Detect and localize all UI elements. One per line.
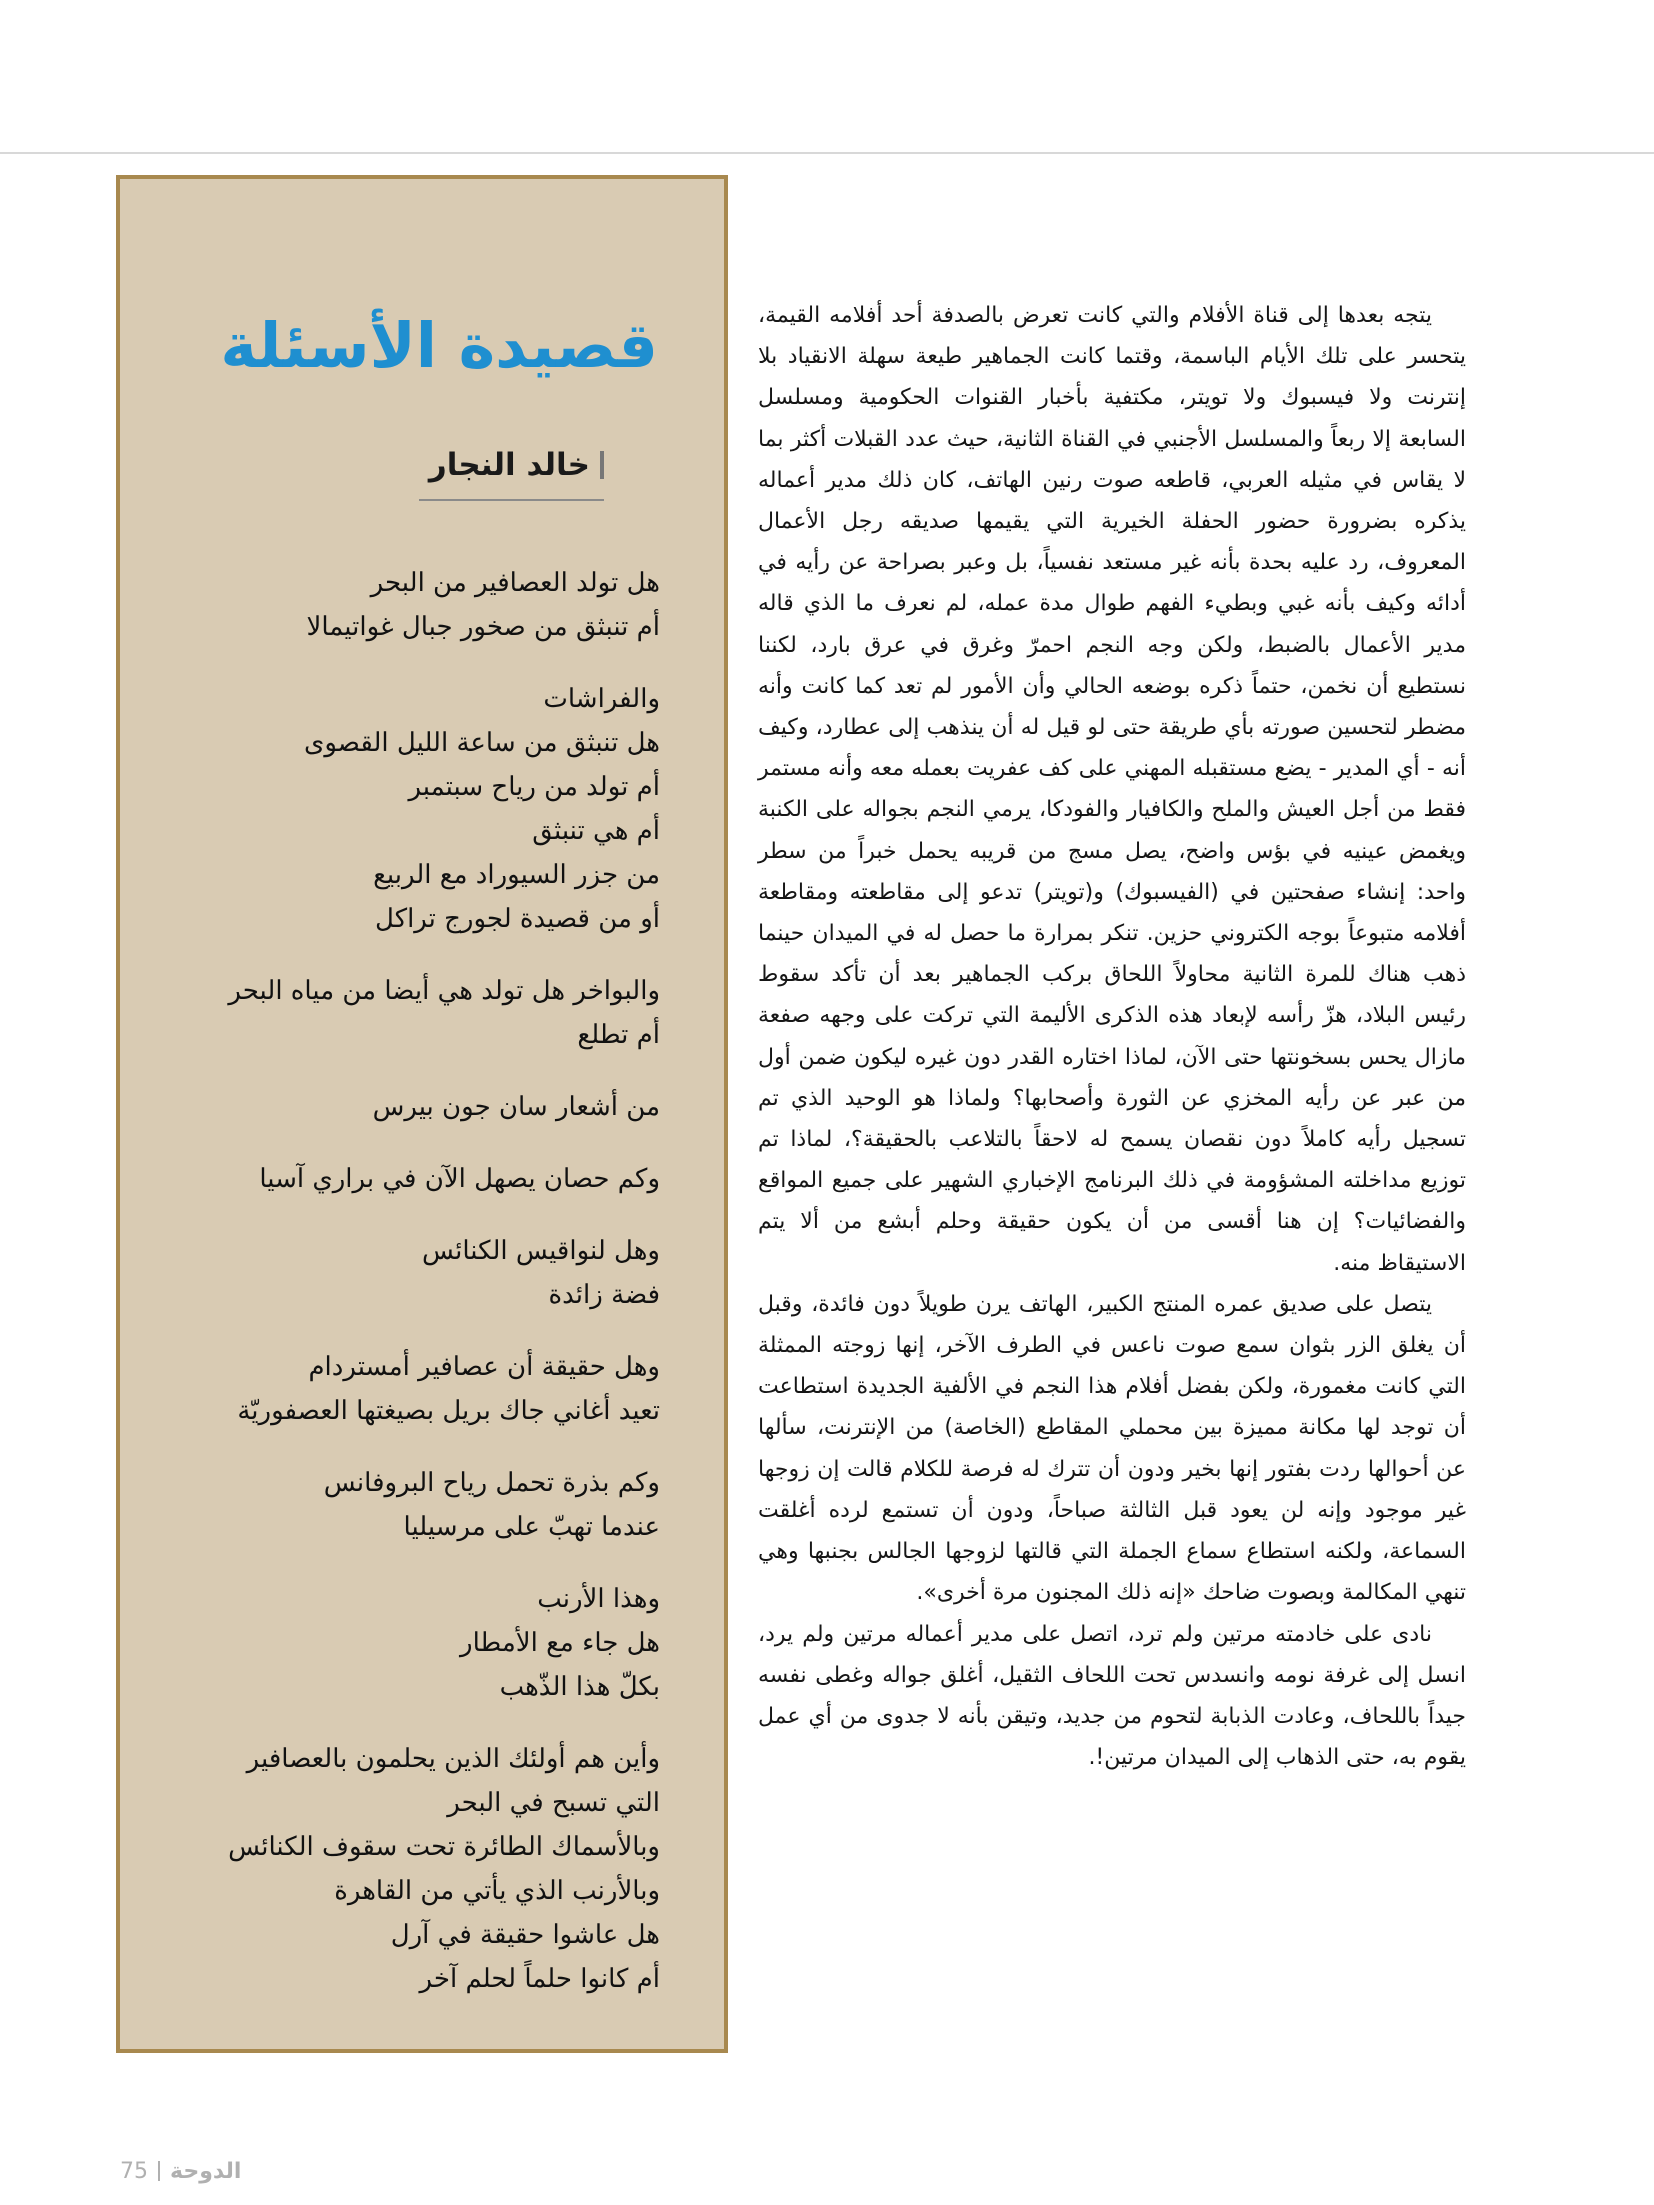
poem-stanza	[170, 1157, 660, 1201]
poem-title: قصيدة الأسئلة	[220, 309, 658, 382]
poem-line: وهل لنواقيس الكنائس	[422, 1236, 660, 1266]
poem-line: والبواخر هل تولد هي أيضا من مياه البحر	[228, 976, 660, 1006]
article-paragraph: يتصل على صديق عمره المنتج الكبير، الهاتف يرن طويلاً دون فائدة، وقبل أن يغلق الزر بثوان سمع صوت ناعس في الطرف الآخر، إنها زوجته الممثلة التي كانت مغمورة، ولكن بفضل أفلام هذا النجم في الألفية الجديدة استطاعت أن توجد لها مكانة مميزة بين محملي المقاطع (الخاصة) من الإنترنت، سألها عن أحوالها ردت بفتور إنها بخير ودون أن تترك له فرصة للكلام قالت إن زوجها غير موجود وإنه لن يعود قبل الثالثة صباحاً، ودون أن تستمع لرده أغلقت السماعة، ولكنه استطاع سماع الجملة التي قالتها لزوجها الجالس بجنبها وهي تنهي المكالمة وبصوت ضاحك «إنه ذلك المجنون مرة أخرى».	[758, 1291, 1466, 1606]
poem-stanza	[170, 1085, 660, 1129]
author-bar	[600, 451, 604, 479]
poem-line: وبالأرنب الذي يأتي من القاهرة	[334, 1876, 660, 1906]
poem-author	[429, 447, 604, 483]
poem-line: أم هي تنبثق	[532, 816, 660, 846]
top-divider	[0, 152, 1654, 154]
poem-line: تعيد أغاني جاك بريل بصيغتها العصفوريّة	[237, 1396, 660, 1426]
poem-line: فضة زائدة	[548, 1280, 660, 1310]
magazine-name: الدوحة	[170, 2159, 242, 2184]
poem-stanza	[170, 1229, 660, 1317]
poem-stanza	[170, 561, 660, 649]
poem-stanza	[170, 969, 660, 1057]
poem-stanza	[170, 1737, 660, 2001]
author-underline	[419, 499, 604, 501]
poem-line: والفراشات	[543, 684, 660, 714]
poem-line: أم تولد من رياح سبتمبر	[408, 772, 660, 802]
article-text	[758, 295, 1466, 1778]
poem-stanza	[170, 1577, 660, 1709]
article-paragraph: يتجه بعدها إلى قناة الأفلام والتي كانت تعرض بالصدفة أحد أفلامه القيمة، يتحسر على تلك الأيام الباسمة، وقتما كانت الجماهير طيعة سهلة الانقياد بلا إنترنت ولا فيسبوك ولا تويتر، مكتفية بأخبار القنوات الحكومية ومسلسل السابعة إلا ربعاً والمسلسل الأجنبي في القناة الثانية، حيث عدد القبلات أكثر بما لا يقاس في مثيله العربي، قاطعه صوت رنين الهاتف، كان ذلك مدير أعماله يذكره بضرورة حضور الحفلة الخيرية التي يقيمها صديقه رجل الأعمال المعروف، رد عليه بحدة بأنه غير مستعد نفسياً، بل وعبر بصراحة عن رأيه في أدائه وكيف بأنه غبي وبطيء الفهم طوال مدة عمله، لم نعرف ما الذي قاله مدير الأعمال بالضبط، ولكن وجه النجم احمرّ وغرق في عرق بارد، لكننا نستطيع أن نخمن، حتماً ذكره بوضعه الحالي وأن الأمور لم تعد كما كانت وأنه مضطر لتحسين صورته بأي طريقة حتى لو قيل له أن ينذهب إلى عطارد، وكيف أنه - أي المدير - يضع مستقبله المهني على كف عفريت بعمله معه وأنه مستمر فقط من أجل العيش والملح والكافيار والفودكا، يرمي النجم بجواله على الكنبة ويغمض عينيه في بؤس واضح، يصل مسج من قريبه يحمل خبراً من سطر واحد: إنشاء صفحتين في (الفيسبوك) و(تويتر) تدعو إلى مقاطعته ومقاطعة أفلامه متبوعاً بوجه الكتروني حزين. تنكر بمرارة ما حصل له في الميدان حينما ذهب هناك للمرة الثانية محاولاً اللحاق بركب الجماهير بعد أن تأكد سقوط رئيس البلاد، هزّ رأسه لإبعاد هذه الذكرى الأليمة التي تركت على وجهه صفعة مازال يحس بسخونتها حتى الآن، لماذا اختاره القدر دون غيره ليكون ضمن أول من عبر عن رأيه المخزي عن الثورة وأصحابها؟ ولماذا هو الوحيد الذي تم تسجيل رأيه كاملاً دون نقصان يسمح له لاحقاً بالتلاعب بالحقيقة؟، لماذا تم توزيع مداخلته المشؤومة في ذلك البرنامج الإخباري الشهير على جميع المواقع والفضائيات؟ إن هنا أقسى من أن يكون حقيقة وحلم أبشع من ألا يتم الاستيقاظ منه.	[758, 303, 1466, 1276]
poem-line: من أشعار سان جون بيرس	[372, 1092, 660, 1122]
poem-line: بكلّ هذا الذّهب	[499, 1672, 660, 1702]
page-footer	[120, 2159, 241, 2184]
poem-author-name: خالد النجار	[428, 447, 590, 483]
poem-line: هل تنبثق من ساعة الليل القصوى	[304, 728, 660, 758]
article-paragraph: نادى على خادمته مرتين ولم ترد، اتصل على مدير أعماله مرتين ولم يرد، انسل إلى غرفة نومه وانسدس تحت اللحاف الثقيل، أغلق جواله وغطى نفسه جيداً باللحاف، وعادت الذبابة لتحوم من جديد، وتيقن بأنه لا جدوى من أي عمل يقوم به، حتى الذهاب إلى الميدان مرتين!.	[758, 1621, 1466, 1771]
footer-separator	[158, 2161, 160, 2181]
poem-line: عندما تهبّ على مرسيليا	[403, 1512, 660, 1542]
poem-box	[116, 175, 728, 2053]
poem-line: التي تسبح في البحر	[447, 1788, 660, 1818]
poem-line: هل عاشوا حقيقة في آرل	[390, 1920, 660, 1950]
poem-line: هل تولد العصافير من البحر	[370, 568, 660, 598]
poem-stanza	[170, 677, 660, 941]
poem-line: وأين هم أولئك الذين يحلمون بالعصافير	[246, 1744, 660, 1774]
poem-line: وكم حصان يصهل الآن في براري آسيا	[259, 1164, 660, 1194]
poem-line: وبالأسماك الطائرة تحت سقوف الكنائس	[228, 1832, 660, 1862]
poem-line: من جزر السيوراد مع الربيع	[373, 860, 660, 890]
poem-stanza	[170, 1345, 660, 1433]
poem-line: وهل حقيقة أن عصافير أمستردام	[308, 1352, 660, 1382]
poem-line: أم تطلع	[577, 1020, 660, 1050]
poem-line: أم تنبثق من صخور جبال غواتيمالا	[306, 612, 660, 642]
poem-line: أم كانوا حلماً لحلم آخر	[419, 1964, 660, 1994]
poem-line: هل جاء مع الأمطار	[460, 1628, 660, 1658]
poem-line: أو من قصيدة لجورج تراكل	[375, 904, 660, 934]
poem-line: وهذا الأرنب	[537, 1584, 660, 1614]
poem-line: وكم بذرة تحمل رياح البروفانس	[323, 1468, 660, 1498]
page-number: 75	[120, 2159, 148, 2184]
poem-body	[170, 561, 660, 2029]
poem-stanza	[170, 1461, 660, 1549]
